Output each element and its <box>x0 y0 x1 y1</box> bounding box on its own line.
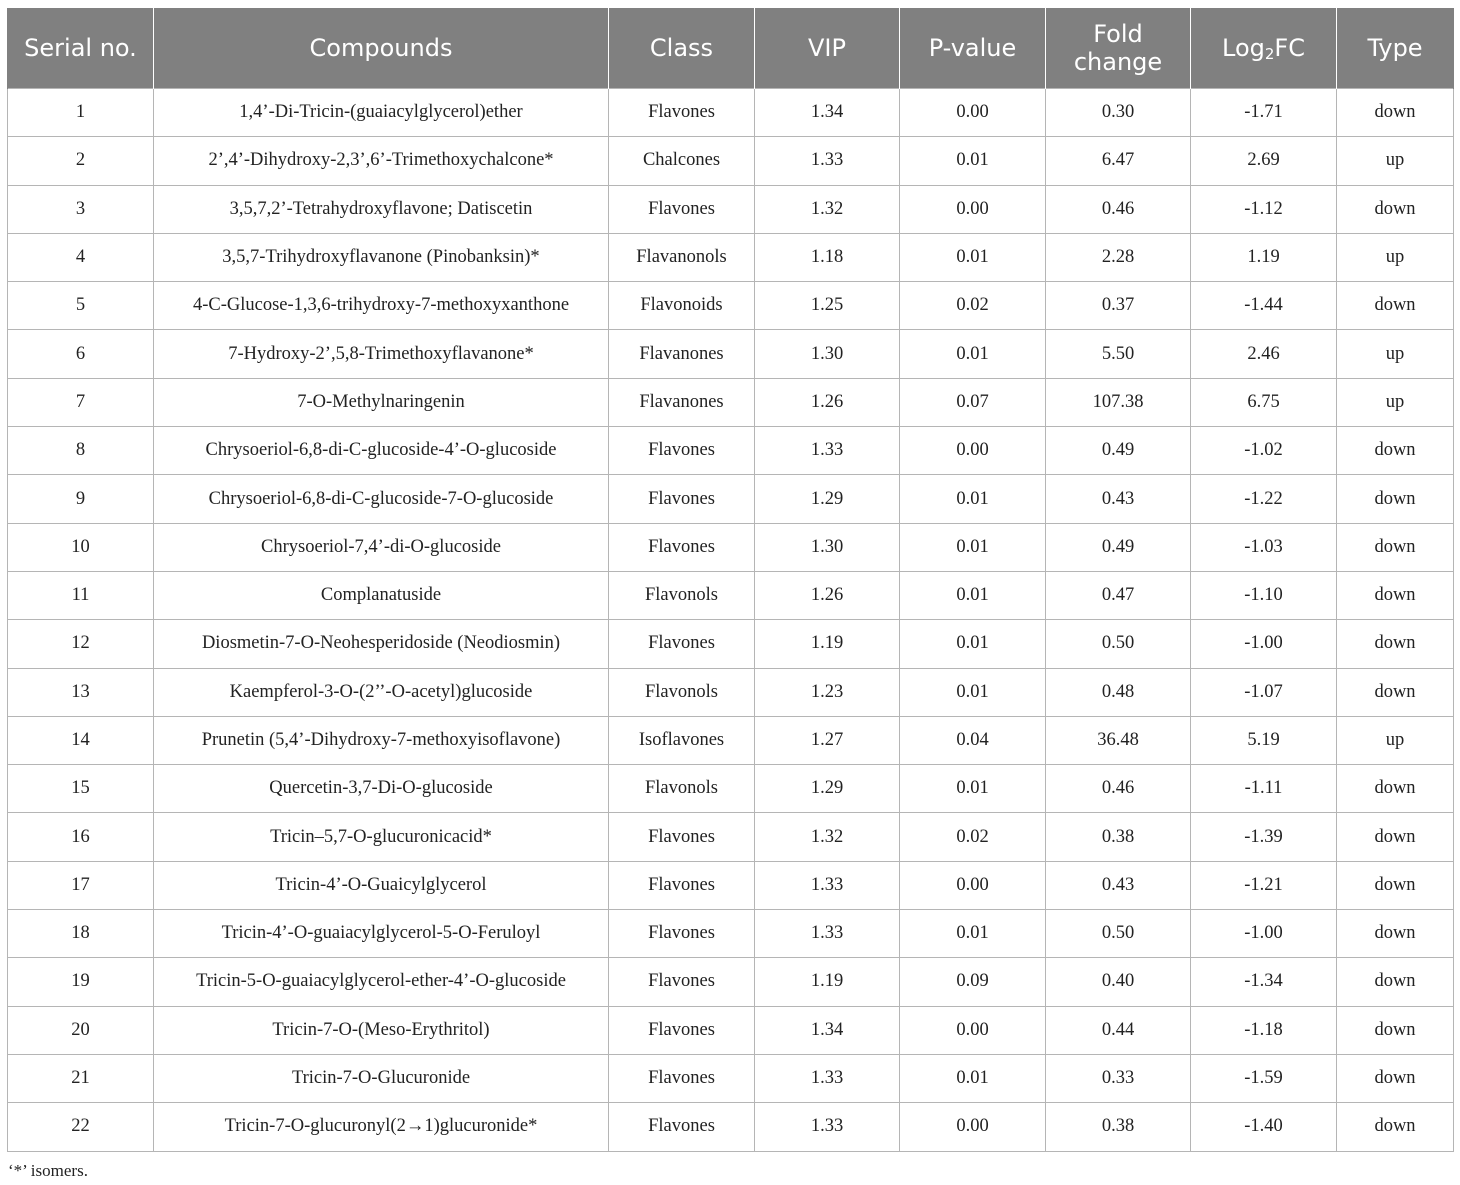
cell-compound: Quercetin-3,7-Di-O-glucoside <box>154 765 609 813</box>
cell-pvalue: 0.00 <box>900 185 1046 233</box>
table-footnote: ‘*’ isomers. <box>8 1161 88 1180</box>
cell-class: Flavanonols <box>609 233 755 281</box>
cell-type: down <box>1337 910 1454 958</box>
cell-fold-change: 0.30 <box>1046 89 1191 137</box>
header-class: Class <box>609 8 755 89</box>
cell-class: Flavonoids <box>609 282 755 330</box>
cell-fold-change: 0.40 <box>1046 958 1191 1006</box>
cell-class: Flavones <box>609 813 755 861</box>
cell-vip: 1.29 <box>755 475 900 523</box>
cell-log2fc: -1.44 <box>1191 282 1337 330</box>
cell-serial: 7 <box>8 378 154 426</box>
cell-compound: Chrysoeriol-6,8-di-C-glucoside-4’-O-glucoside <box>154 427 609 475</box>
cell-log2fc: -1.21 <box>1191 861 1337 909</box>
table-row <box>8 1054 1454 1102</box>
table-row <box>8 910 1454 958</box>
cell-class: Flavones <box>609 910 755 958</box>
cell-class: Flavones <box>609 185 755 233</box>
cell-compound: 1,4’-Di-Tricin-(guaiacylglycerol)ether <box>154 89 609 137</box>
cell-type: down <box>1337 427 1454 475</box>
cell-pvalue: 0.01 <box>900 137 1046 185</box>
cell-pvalue: 0.01 <box>900 523 1046 571</box>
cell-fold-change: 0.49 <box>1046 427 1191 475</box>
cell-pvalue: 0.00 <box>900 89 1046 137</box>
cell-vip: 1.33 <box>755 1103 900 1151</box>
cell-log2fc: -1.59 <box>1191 1054 1337 1102</box>
cell-pvalue: 0.00 <box>900 1006 1046 1054</box>
cell-serial: 10 <box>8 523 154 571</box>
cell-type: up <box>1337 330 1454 378</box>
cell-type: down <box>1337 1054 1454 1102</box>
cell-pvalue: 0.01 <box>900 233 1046 281</box>
cell-compound: Tricin-5-O-guaiacylglycerol-ether-4’-O-glucoside <box>154 958 609 1006</box>
cell-class: Flavones <box>609 427 755 475</box>
cell-class: Flavanones <box>609 378 755 426</box>
header-fold-change-line1: Fold <box>1093 20 1143 48</box>
cell-vip: 1.23 <box>755 668 900 716</box>
cell-class: Flavones <box>609 1006 755 1054</box>
cell-serial: 9 <box>8 475 154 523</box>
cell-fold-change: 0.43 <box>1046 475 1191 523</box>
table-row <box>8 668 1454 716</box>
cell-serial: 22 <box>8 1103 154 1151</box>
cell-class: Flavonols <box>609 668 755 716</box>
cell-compound: 7-O-Methylnaringenin <box>154 378 609 426</box>
cell-compound: 4-C-Glucose-1,3,6-trihydroxy-7-methoxyxanthone <box>154 282 609 330</box>
cell-type: down <box>1337 813 1454 861</box>
table-row <box>8 571 1454 619</box>
header-log2fc-prefix: Log <box>1222 34 1265 62</box>
cell-vip: 1.32 <box>755 813 900 861</box>
cell-vip: 1.33 <box>755 137 900 185</box>
table-row <box>8 185 1454 233</box>
cell-pvalue: 0.00 <box>900 1103 1046 1151</box>
cell-type: down <box>1337 1103 1454 1151</box>
cell-pvalue: 0.01 <box>900 668 1046 716</box>
cell-class: Flavones <box>609 523 755 571</box>
cell-serial: 18 <box>8 910 154 958</box>
table-row <box>8 427 1454 475</box>
table-row <box>8 233 1454 281</box>
cell-type: down <box>1337 282 1454 330</box>
table-row <box>8 813 1454 861</box>
header-row <box>8 8 1454 89</box>
cell-type: up <box>1337 716 1454 764</box>
cell-fold-change: 0.37 <box>1046 282 1191 330</box>
cell-fold-change: 2.28 <box>1046 233 1191 281</box>
cell-compound: Tricin–5,7-O-glucuronicacid* <box>154 813 609 861</box>
cell-type: down <box>1337 668 1454 716</box>
cell-fold-change: 0.47 <box>1046 571 1191 619</box>
cell-type: down <box>1337 571 1454 619</box>
cell-pvalue: 0.01 <box>900 571 1046 619</box>
cell-fold-change: 0.38 <box>1046 1103 1191 1151</box>
header-log2fc-suffix: FC <box>1274 34 1305 62</box>
table-row <box>8 282 1454 330</box>
cell-fold-change: 0.44 <box>1046 1006 1191 1054</box>
cell-class: Flavones <box>609 1054 755 1102</box>
cell-log2fc: 1.19 <box>1191 233 1337 281</box>
cell-fold-change: 0.46 <box>1046 765 1191 813</box>
cell-compound: Prunetin (5,4’-Dihydroxy-7-methoxyisoflavone) <box>154 716 609 764</box>
cell-type: down <box>1337 523 1454 571</box>
cell-vip: 1.33 <box>755 861 900 909</box>
cell-pvalue: 0.01 <box>900 765 1046 813</box>
cell-pvalue: 0.00 <box>900 861 1046 909</box>
cell-fold-change: 0.43 <box>1046 861 1191 909</box>
cell-serial: 2 <box>8 137 154 185</box>
cell-type: down <box>1337 185 1454 233</box>
cell-serial: 14 <box>8 716 154 764</box>
cell-fold-change: 0.50 <box>1046 910 1191 958</box>
cell-type: up <box>1337 137 1454 185</box>
cell-compound: Tricin-7-O-glucuronyl(2→1)glucuronide* <box>154 1103 609 1151</box>
header-fold-change-line2: change <box>1073 48 1163 76</box>
cell-type: down <box>1337 620 1454 668</box>
cell-pvalue: 0.01 <box>900 475 1046 523</box>
header-compounds: Compounds <box>154 8 609 89</box>
cell-class: Flavones <box>609 620 755 668</box>
cell-pvalue: 0.01 <box>900 910 1046 958</box>
cell-class: Isoflavones <box>609 716 755 764</box>
cell-serial: 1 <box>8 89 154 137</box>
table-row <box>8 861 1454 909</box>
table-header <box>8 8 1454 89</box>
cell-type: down <box>1337 89 1454 137</box>
cell-fold-change: 6.47 <box>1046 137 1191 185</box>
cell-log2fc: -1.40 <box>1191 1103 1337 1151</box>
cell-vip: 1.34 <box>755 89 900 137</box>
cell-vip: 1.27 <box>755 716 900 764</box>
cell-fold-change: 0.38 <box>1046 813 1191 861</box>
cell-log2fc: -1.10 <box>1191 571 1337 619</box>
cell-vip: 1.30 <box>755 523 900 571</box>
cell-fold-change: 36.48 <box>1046 716 1191 764</box>
cell-compound: Tricin-4’-O-Guaicylglycerol <box>154 861 609 909</box>
cell-serial: 13 <box>8 668 154 716</box>
cell-class: Flavones <box>609 89 755 137</box>
cell-serial: 8 <box>8 427 154 475</box>
cell-vip: 1.29 <box>755 765 900 813</box>
cell-serial: 21 <box>8 1054 154 1102</box>
table-row <box>8 958 1454 1006</box>
cell-serial: 17 <box>8 861 154 909</box>
table-row <box>8 765 1454 813</box>
cell-vip: 1.25 <box>755 282 900 330</box>
cell-vip: 1.33 <box>755 910 900 958</box>
header-vip: VIP <box>755 8 900 89</box>
cell-compound: 3,5,7,2’-Tetrahydroxyflavone; Datiscetin <box>154 185 609 233</box>
cell-log2fc: -1.39 <box>1191 813 1337 861</box>
table-row <box>8 1006 1454 1054</box>
table-row <box>8 523 1454 571</box>
cell-pvalue: 0.00 <box>900 427 1046 475</box>
cell-serial: 16 <box>8 813 154 861</box>
cell-pvalue: 0.01 <box>900 1054 1046 1102</box>
cell-serial: 12 <box>8 620 154 668</box>
cell-vip: 1.32 <box>755 185 900 233</box>
cell-vip: 1.19 <box>755 958 900 1006</box>
cell-vip: 1.33 <box>755 1054 900 1102</box>
table-row <box>8 475 1454 523</box>
cell-class: Flavones <box>609 475 755 523</box>
cell-type: down <box>1337 765 1454 813</box>
cell-pvalue: 0.01 <box>900 330 1046 378</box>
cell-log2fc: -1.12 <box>1191 185 1337 233</box>
cell-serial: 4 <box>8 233 154 281</box>
cell-log2fc: 2.69 <box>1191 137 1337 185</box>
cell-compound: Tricin-7-O-Glucuronide <box>154 1054 609 1102</box>
cell-type: up <box>1337 378 1454 426</box>
cell-log2fc: -1.07 <box>1191 668 1337 716</box>
cell-type: down <box>1337 475 1454 523</box>
cell-compound: 2’,4’-Dihydroxy-2,3’,6’-Trimethoxychalcone* <box>154 137 609 185</box>
cell-pvalue: 0.09 <box>900 958 1046 1006</box>
cell-type: down <box>1337 958 1454 1006</box>
cell-vip: 1.19 <box>755 620 900 668</box>
header-log2fc-sub: 2 <box>1264 45 1275 63</box>
cell-log2fc: 5.19 <box>1191 716 1337 764</box>
cell-fold-change: 0.49 <box>1046 523 1191 571</box>
table-body <box>8 89 1454 1152</box>
cell-log2fc: -1.11 <box>1191 765 1337 813</box>
cell-fold-change: 0.33 <box>1046 1054 1191 1102</box>
header-log2fc <box>1191 8 1337 89</box>
cell-serial: 3 <box>8 185 154 233</box>
cell-serial: 5 <box>8 282 154 330</box>
header-serial: Serial no. <box>8 8 154 89</box>
cell-vip: 1.33 <box>755 427 900 475</box>
cell-type: up <box>1337 233 1454 281</box>
table-row <box>8 378 1454 426</box>
table-row <box>8 330 1454 378</box>
cell-log2fc: -1.71 <box>1191 89 1337 137</box>
cell-type: down <box>1337 1006 1454 1054</box>
cell-pvalue: 0.02 <box>900 813 1046 861</box>
cell-vip: 1.34 <box>755 1006 900 1054</box>
cell-log2fc: -1.22 <box>1191 475 1337 523</box>
cell-compound: Tricin-4’-O-guaiacylglycerol-5-O-Feruloyl <box>154 910 609 958</box>
cell-vip: 1.26 <box>755 378 900 426</box>
cell-log2fc: -1.00 <box>1191 910 1337 958</box>
header-fold-change <box>1046 8 1191 89</box>
cell-vip: 1.18 <box>755 233 900 281</box>
header-pvalue: P-value <box>900 8 1046 89</box>
cell-compound: Chrysoeriol-6,8-di-C-glucoside-7-O-glucoside <box>154 475 609 523</box>
cell-compound: 7-Hydroxy-2’,5,8-Trimethoxyflavanone* <box>154 330 609 378</box>
cell-compound: Tricin-7-O-(Meso-Erythritol) <box>154 1006 609 1054</box>
cell-class: Flavonols <box>609 571 755 619</box>
table-row <box>8 89 1454 137</box>
cell-pvalue: 0.02 <box>900 282 1046 330</box>
cell-log2fc: -1.00 <box>1191 620 1337 668</box>
cell-class: Chalcones <box>609 137 755 185</box>
cell-fold-change: 5.50 <box>1046 330 1191 378</box>
cell-vip: 1.30 <box>755 330 900 378</box>
cell-log2fc: -1.18 <box>1191 1006 1337 1054</box>
cell-pvalue: 0.07 <box>900 378 1046 426</box>
cell-serial: 11 <box>8 571 154 619</box>
cell-fold-change: 0.48 <box>1046 668 1191 716</box>
cell-log2fc: -1.03 <box>1191 523 1337 571</box>
cell-serial: 19 <box>8 958 154 1006</box>
header-type: Type <box>1337 8 1454 89</box>
cell-fold-change: 107.38 <box>1046 378 1191 426</box>
cell-compound: Chrysoeriol-7,4’-di-O-glucoside <box>154 523 609 571</box>
cell-serial: 20 <box>8 1006 154 1054</box>
cell-pvalue: 0.04 <box>900 716 1046 764</box>
cell-log2fc: -1.34 <box>1191 958 1337 1006</box>
cell-serial: 15 <box>8 765 154 813</box>
cell-log2fc: 2.46 <box>1191 330 1337 378</box>
cell-class: Flavones <box>609 958 755 1006</box>
cell-fold-change: 0.46 <box>1046 185 1191 233</box>
cell-log2fc: -1.02 <box>1191 427 1337 475</box>
cell-pvalue: 0.01 <box>900 620 1046 668</box>
cell-serial: 6 <box>8 330 154 378</box>
cell-fold-change: 0.50 <box>1046 620 1191 668</box>
cell-compound: Kaempferol-3-O-(2’’-O-acetyl)glucoside <box>154 668 609 716</box>
table-row <box>8 620 1454 668</box>
table-row <box>8 1103 1454 1151</box>
cell-type: down <box>1337 861 1454 909</box>
compounds-table <box>7 8 1454 1152</box>
cell-compound: Complanatuside <box>154 571 609 619</box>
cell-compound: Diosmetin-7-O-Neohesperidoside (Neodiosmin) <box>154 620 609 668</box>
cell-class: Flavones <box>609 1103 755 1151</box>
table-row <box>8 716 1454 764</box>
cell-class: Flavones <box>609 861 755 909</box>
cell-class: Flavanones <box>609 330 755 378</box>
cell-class: Flavonols <box>609 765 755 813</box>
cell-compound: 3,5,7-Trihydroxyflavanone (Pinobanksin)* <box>154 233 609 281</box>
cell-vip: 1.26 <box>755 571 900 619</box>
table-row <box>8 137 1454 185</box>
cell-log2fc: 6.75 <box>1191 378 1337 426</box>
